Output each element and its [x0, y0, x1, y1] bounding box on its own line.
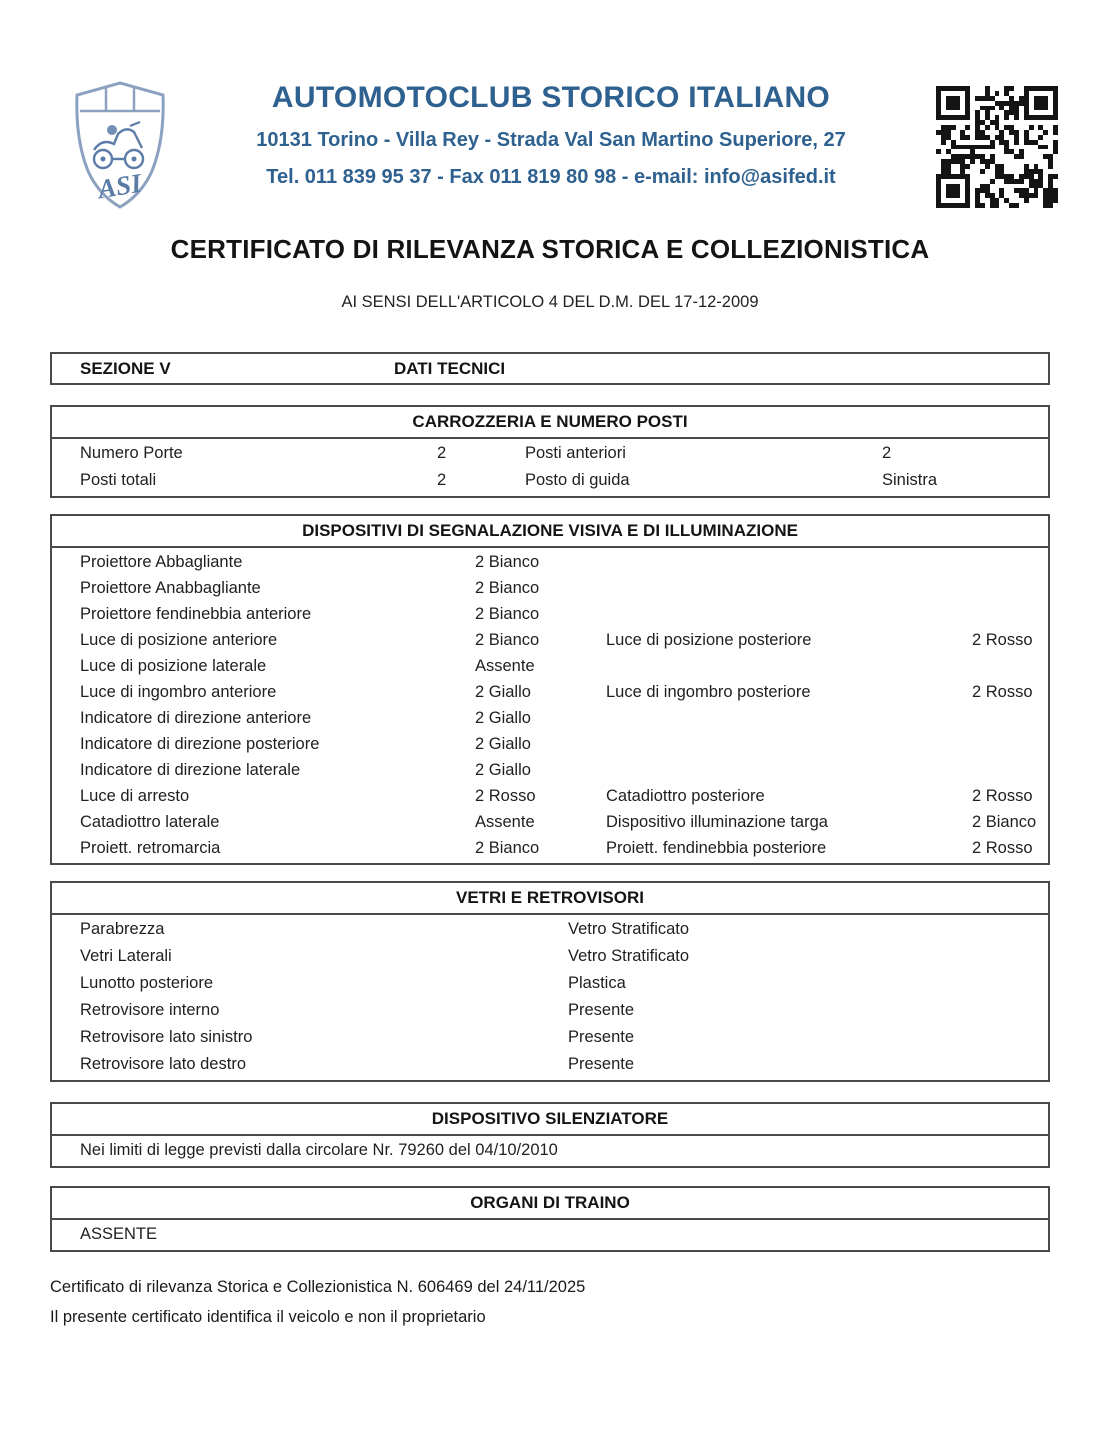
table-cell: Plastica	[568, 974, 626, 992]
table-row	[52, 705, 1048, 731]
table-cell	[606, 731, 972, 757]
table-row	[52, 731, 1048, 757]
table-row	[52, 1024, 1048, 1051]
table-cell: Indicatore di direzione laterale	[80, 761, 301, 779]
section-vetri-table	[52, 915, 1048, 1080]
table-cell: 2 Giallo	[475, 735, 531, 753]
table-cell: 2 Bianco	[475, 631, 540, 649]
section-dispositivi-illuminazione	[50, 514, 1050, 865]
table-cell: Posti anteriori	[525, 444, 626, 462]
table-cell	[606, 653, 972, 679]
table-cell: 2 Rosso	[972, 787, 1033, 805]
table-row	[52, 549, 1048, 575]
qr-module	[1053, 203, 1058, 208]
table-row	[52, 467, 1048, 494]
section-traino-header: ORGANI DI TRAINO	[52, 1188, 1048, 1220]
table-cell: Assente	[475, 813, 535, 831]
section-bar	[50, 352, 1050, 385]
table-cell: 2 Rosso	[972, 631, 1033, 649]
table-cell: Proiettore Abbagliante	[80, 553, 243, 571]
table-cell: 2 Bianco	[475, 839, 540, 857]
table-cell: Luce di posizione laterale	[80, 657, 267, 675]
table-row	[52, 783, 1048, 809]
table-row	[52, 601, 1048, 627]
table-cell: Lunotto posteriore	[80, 974, 214, 992]
section-dispositivi-table	[52, 548, 1048, 863]
org-contacts: Tel. 011 839 95 37 - Fax 011 819 80 98 - e-mail: info@asifed.it	[266, 166, 836, 188]
table-cell: Retrovisore interno	[80, 1001, 220, 1019]
table-cell: Proiett. fendinebbia posteriore	[606, 839, 827, 857]
org-address: 10131 Torino - Villa Rey - Strada Val San Martino Superiore, 27	[256, 129, 846, 151]
table-cell: Indicatore di direzione posteriore	[80, 735, 320, 753]
table-cell: Sinistra	[882, 471, 938, 489]
section-organi-traino	[50, 1186, 1050, 1252]
table-cell: 2 Bianco	[475, 605, 540, 623]
table-row	[52, 757, 1048, 783]
table-row	[52, 835, 1048, 861]
table-cell	[972, 757, 1048, 783]
section-silenziatore-text: Nei limiti di legge previsti dalla circolare Nr. 79260 del 04/10/2010	[80, 1141, 558, 1159]
table-cell	[972, 601, 1048, 627]
qr-code	[936, 86, 1058, 208]
table-cell: Luce di ingombro posteriore	[606, 683, 811, 701]
table-cell: Dispositivo illuminazione targa	[606, 813, 828, 831]
table-row	[52, 916, 1048, 943]
table-cell: 2 Giallo	[475, 683, 531, 701]
table-cell: Posti totali	[80, 471, 157, 489]
table-cell: Posto di guida	[525, 471, 630, 489]
table-cell: Catadiottro posteriore	[606, 787, 765, 805]
document-title: CERTIFICATO DI RILEVANZA STORICA E COLLEZIONISTICA	[170, 234, 930, 264]
table-cell: Presente	[568, 1055, 635, 1073]
table-cell	[606, 549, 972, 575]
table-cell	[972, 575, 1048, 601]
table-cell: Retrovisore lato sinistro	[80, 1028, 253, 1046]
table-row	[52, 970, 1048, 997]
table-cell: Luce di posizione posteriore	[606, 631, 812, 649]
table-row	[52, 679, 1048, 705]
table-cell	[606, 757, 972, 783]
table-cell	[606, 601, 972, 627]
svg-text:ASI: ASI	[95, 167, 144, 205]
table-cell: 2 Rosso	[972, 839, 1033, 857]
table-cell: Vetro Stratificato	[568, 947, 690, 965]
asi-shield-logo-icon	[74, 80, 166, 210]
table-cell	[606, 705, 972, 731]
table-cell	[972, 549, 1048, 575]
section-silenziatore	[50, 1102, 1050, 1168]
table-cell	[972, 705, 1048, 731]
table-row	[52, 1051, 1048, 1078]
table-cell: Presente	[568, 1001, 635, 1019]
org-name: AUTOMOTOCLUB STORICO ITALIANO	[271, 81, 831, 114]
table-cell: Retrovisore lato destro	[80, 1055, 246, 1073]
table-cell: 2 Bianco	[475, 553, 540, 571]
section-vetri-header: VETRI E RETROVISORI	[52, 883, 1048, 915]
table-cell: 2 Bianco	[475, 579, 540, 597]
header-text-block	[166, 80, 936, 190]
table-cell: Luce di ingombro anteriore	[80, 683, 277, 701]
table-cell: Luce di posizione anteriore	[80, 631, 278, 649]
table-cell	[972, 731, 1048, 757]
section-bar-title: DATI TECNICI	[394, 359, 506, 378]
table-row	[52, 943, 1048, 970]
document-subtitle: AI SENSI DELL'ARTICOLO 4 DEL D.M. DEL 17-12-2009	[341, 293, 759, 311]
table-cell: Assente	[475, 657, 535, 675]
footer	[50, 1272, 1050, 1332]
certificate-number-line: Certificato di rilevanza Storica e Collezionistica N. 606469 del 24/11/2025	[50, 1278, 586, 1296]
section-vetri-retrovisori	[50, 881, 1050, 1082]
certificate-note-line: Il presente certificato identifica il veicolo e non il proprietario	[50, 1308, 486, 1326]
section-carrozzeria-header: CARROZZERIA E NUMERO POSTI	[52, 407, 1048, 439]
section-traino-text: ASSENTE	[80, 1225, 158, 1243]
table-cell: 2	[437, 444, 447, 462]
table-cell: Vetri Laterali	[80, 947, 172, 965]
table-cell: Proiettore Anabbagliante	[80, 579, 261, 597]
section-dispositivi-header: DISPOSITIVI DI SEGNALAZIONE VISIVA E DI ILLUMINAZIONE	[52, 516, 1048, 548]
table-cell: 2	[437, 471, 447, 489]
table-row	[52, 627, 1048, 653]
section-bar-label: SEZIONE V	[80, 359, 171, 378]
table-cell: 2	[882, 444, 892, 462]
table-row	[52, 440, 1048, 467]
table-row	[52, 575, 1048, 601]
table-row	[52, 997, 1048, 1024]
section-carrozzeria-table	[52, 439, 1048, 496]
section-carrozzeria	[50, 405, 1050, 498]
table-cell: 2 Rosso	[972, 683, 1033, 701]
table-cell: Indicatore di direzione anteriore	[80, 709, 312, 727]
table-cell: 2 Rosso	[475, 787, 536, 805]
table-cell	[606, 575, 972, 601]
table-cell: Proiett. retromarcia	[80, 839, 221, 857]
table-cell: Luce di arresto	[80, 787, 190, 805]
header	[0, 0, 1100, 210]
table-row	[52, 809, 1048, 835]
table-cell: 2 Bianco	[972, 813, 1037, 831]
table-cell: 2 Giallo	[475, 761, 531, 779]
table-cell: Parabrezza	[80, 920, 165, 938]
table-cell: Catadiottro laterale	[80, 813, 220, 831]
table-cell	[972, 653, 1048, 679]
table-row	[52, 653, 1048, 679]
table-cell: Numero Porte	[80, 444, 183, 462]
table-cell: Vetro Stratificato	[568, 920, 690, 938]
table-cell: Presente	[568, 1028, 635, 1046]
table-cell: Proiettore fendinebbia anteriore	[80, 605, 312, 623]
table-cell: 2 Giallo	[475, 709, 531, 727]
section-silenziatore-header: DISPOSITIVO SILENZIATORE	[52, 1104, 1048, 1136]
